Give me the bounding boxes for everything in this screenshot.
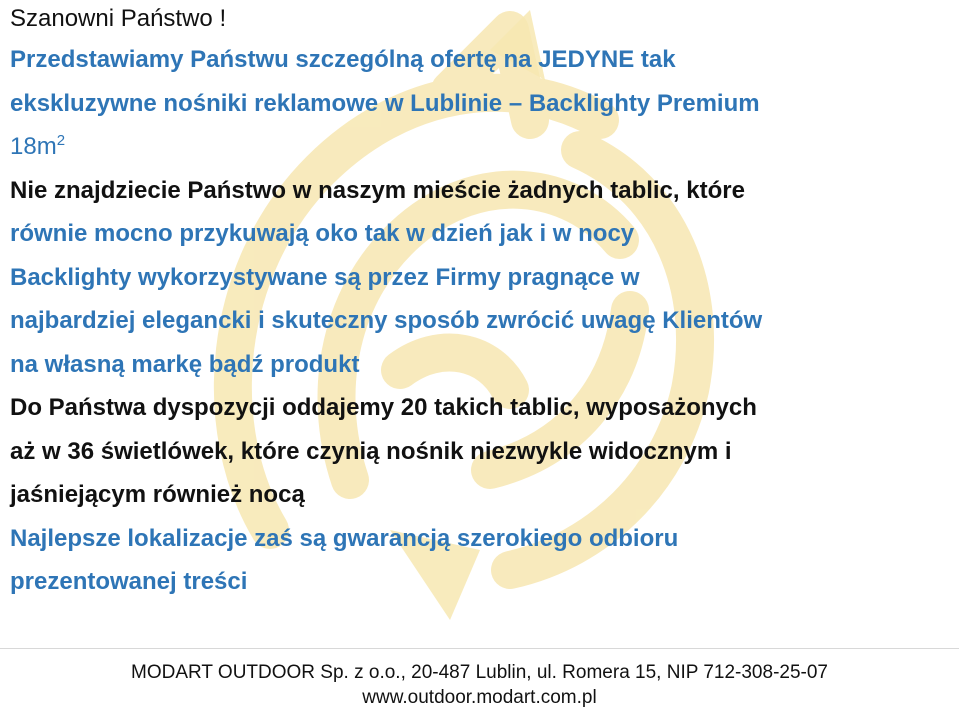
usage-line-1: Backlighty wykorzystywane są przez Firmy pragnące w <box>10 263 640 291</box>
footer-website-link[interactable]: www.outdoor.modart.com.pl <box>362 687 597 708</box>
usage-line-2: najbardziej elegancki i skuteczny sposób zwrócić uwagę Klientów <box>10 307 763 334</box>
availability-line-3: jaśniejącym również nocą <box>10 481 305 508</box>
footer-company-info: MODART OUTDOOR Sp. z o.o., 20-487 Lublin, ul. Romera 15, NIP 712-308-25-07 <box>131 662 828 683</box>
offer-size: 18m <box>10 133 57 160</box>
offer-line-1: Przedstawiamy Państwu szczególną ofertę na JEDYNE tak <box>10 46 676 73</box>
availability-line-1: Do Państwa dyspozycji oddajemy 20 takich tablic, wyposażonych <box>10 394 757 421</box>
intro-line-2: równie mocno przykuwają oko tak w dzień jak i w nocy <box>10 220 635 247</box>
locations-line-1: Najlepsze lokalizacje zaś są gwarancją szerokiego odbioru <box>10 524 679 552</box>
letter-body <box>10 0 950 604</box>
intro-line-1: Nie znajdziecie Państwo w naszym mieście żadnych tablic, które <box>10 176 745 204</box>
footer-divider <box>0 648 959 649</box>
offer-size-superscript: 2 <box>56 132 66 149</box>
locations-line-2: prezentowanej treści <box>10 568 248 595</box>
availability-line-2: aż w 36 świetlówek, które czynią nośnik niezwykle widocznym i <box>10 437 732 465</box>
offer-line-3 <box>10 125 950 169</box>
greeting: Szanowni Państwo ! <box>10 5 227 32</box>
offer-line-2: ekskluzywne nośniki reklamowe w Lublinie – Backlighty Premium <box>10 89 760 117</box>
footer <box>0 660 959 710</box>
usage-line-3: na własną markę bądź produkt <box>10 350 360 378</box>
